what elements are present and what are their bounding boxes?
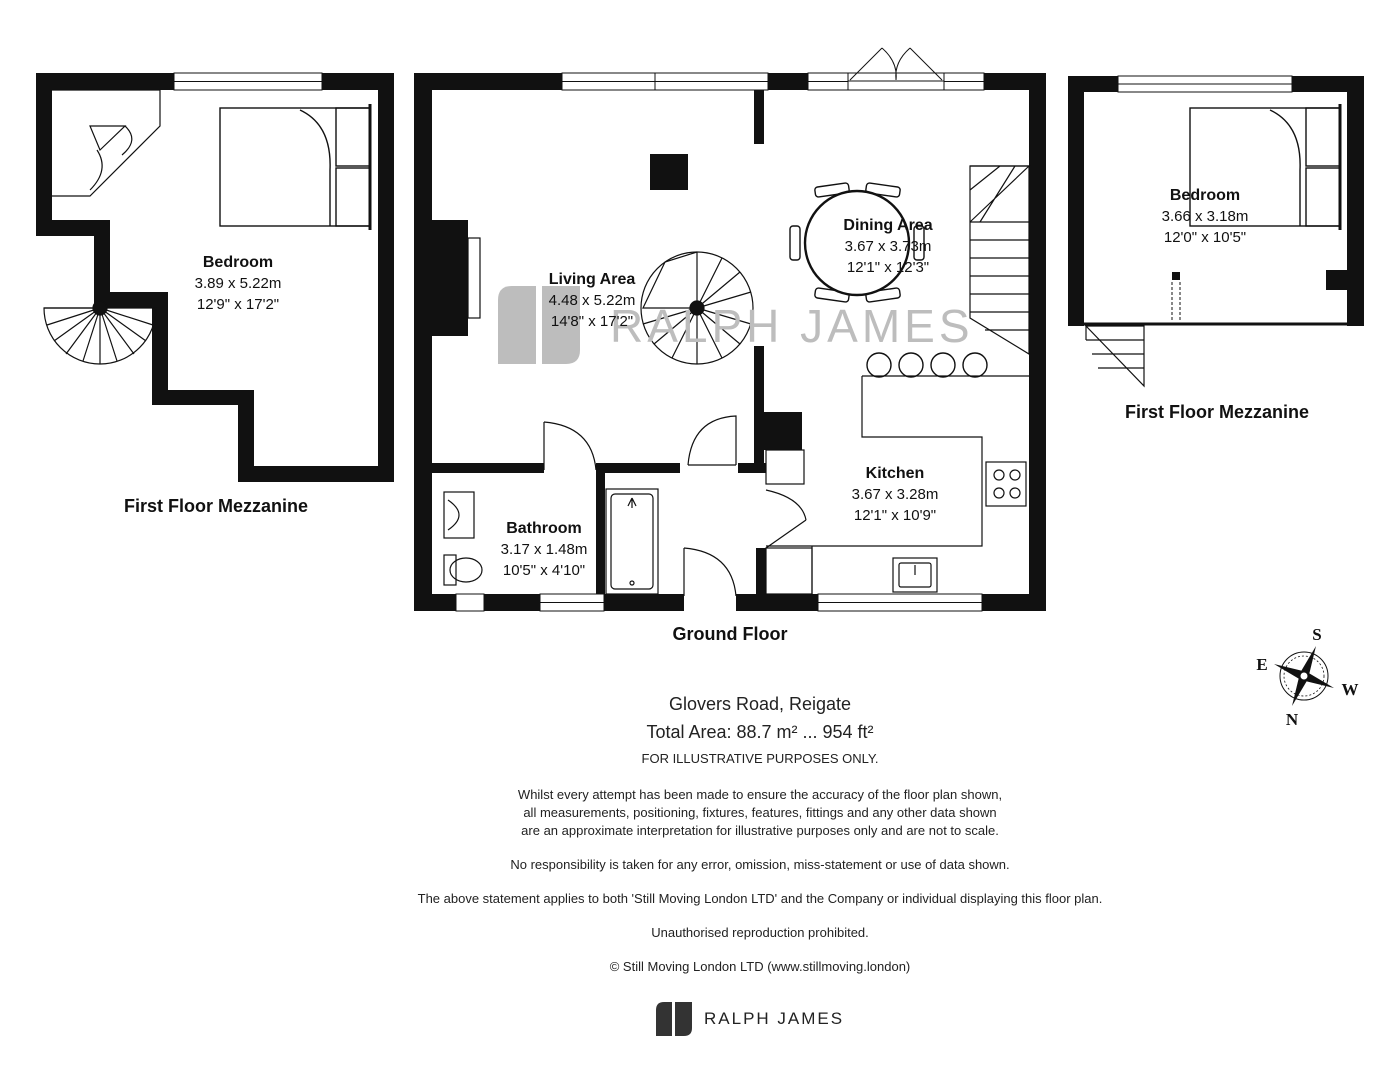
wash-basin-icon [444, 492, 474, 538]
kitchen-imperial: 12'1" x 10'9" [853, 507, 937, 524]
living-area-metric: 4.48 x 5.22m [548, 292, 636, 309]
illustrative-notice: FOR ILLUSTRATIVE PURPOSES ONLY. [641, 751, 879, 766]
compass-e: E [1256, 655, 1268, 674]
ground-floor-label: Ground Floor [672, 624, 788, 644]
living-area-name: Living Area [548, 271, 636, 288]
toilet-icon [444, 555, 482, 585]
kitchen-name: Kitchen [865, 465, 925, 482]
front-door-opening [684, 594, 736, 611]
disclaimer-line-3: are an approximate interpretation for illustrative purposes only and are not to scale. [521, 823, 999, 838]
right-floor-label: First Floor Mezzanine [1124, 402, 1310, 422]
bathroom-metric: 3.17 x 1.48m [500, 541, 588, 558]
bathroom-door-icon [544, 422, 596, 470]
responsibility-notice: No responsibility is taken for any error, omission, miss-statement or use of data shown. [510, 857, 1010, 872]
chimney-icon [650, 154, 688, 190]
hob-icon [986, 462, 1026, 506]
total-area: Total Area: 88.7 m² ... 954 ft² [646, 722, 874, 742]
dining-area-imperial: 12'1" x 12'3" [846, 259, 930, 276]
info-block [330, 690, 1190, 976]
dining-area-metric: 3.67 x 3.73m [844, 238, 932, 255]
straight-stairs-icon [970, 166, 1029, 354]
reproduction-notice: Unauthorised reproduction prohibited. [651, 925, 869, 940]
bath-tub-icon [606, 489, 658, 594]
disclaimer-line-2: all measurements, positioning, fixtures, features, fittings and any other data shown [523, 805, 997, 820]
bathroom-name: Bathroom [506, 520, 582, 537]
copyright-notice: © Still Moving London LTD (www.stillmoving.london) [609, 959, 911, 974]
left-floor-label: First Floor Mezzanine [123, 496, 309, 516]
right-bedroom-imperial: 12'0" x 10'5" [1163, 229, 1247, 246]
compass-rose-icon [1274, 646, 1334, 706]
statement-notice: The above statement applies to both 'Still Moving London LTD' and the Company or individual displaying this floor plan. [417, 891, 1103, 906]
fridge-icon [766, 548, 812, 594]
french-doors-icon [848, 48, 944, 90]
compass-w: W [1341, 680, 1359, 699]
watermark-text: RALPH JAMES [610, 300, 974, 352]
compass-n: N [1285, 710, 1299, 729]
living-area-imperial: 14'8" x 17'2" [550, 313, 634, 330]
brand-name: RALPH JAMES [704, 1009, 845, 1028]
right-stairs-icon [1086, 326, 1144, 386]
property-address: Glovers Road, Reigate [668, 694, 852, 714]
fireplace-icon [432, 220, 480, 336]
brand-logo-icon [656, 1002, 692, 1036]
left-bedroom-name: Bedroom [202, 254, 274, 271]
dining-area-name: Dining Area [843, 217, 933, 234]
bed-icon [220, 104, 370, 230]
spiral-stair-icon [44, 301, 156, 364]
front-door-icon [684, 548, 736, 596]
bar-stools-icon [867, 353, 987, 377]
wardrobe-icon [52, 90, 160, 196]
kitchen-metric: 3.67 x 3.28m [851, 486, 939, 503]
left-bedroom-metric: 3.89 x 5.22m [194, 275, 282, 292]
compass-s: S [1312, 625, 1322, 644]
left-bedroom-imperial: 12'9" x 17'2" [196, 296, 280, 313]
disclaimer-line-1: Whilst every attempt has been made to ensure the accuracy of the floor plan shown, [517, 787, 1003, 802]
bathroom-imperial: 10'5" x 4'10" [502, 562, 586, 579]
right-bedroom-metric: 3.66 x 3.18m [1161, 208, 1249, 225]
kitchen-sink-icon [893, 558, 937, 592]
brand-logo [656, 1002, 844, 1036]
right-bedroom-name: Bedroom [1169, 187, 1241, 204]
